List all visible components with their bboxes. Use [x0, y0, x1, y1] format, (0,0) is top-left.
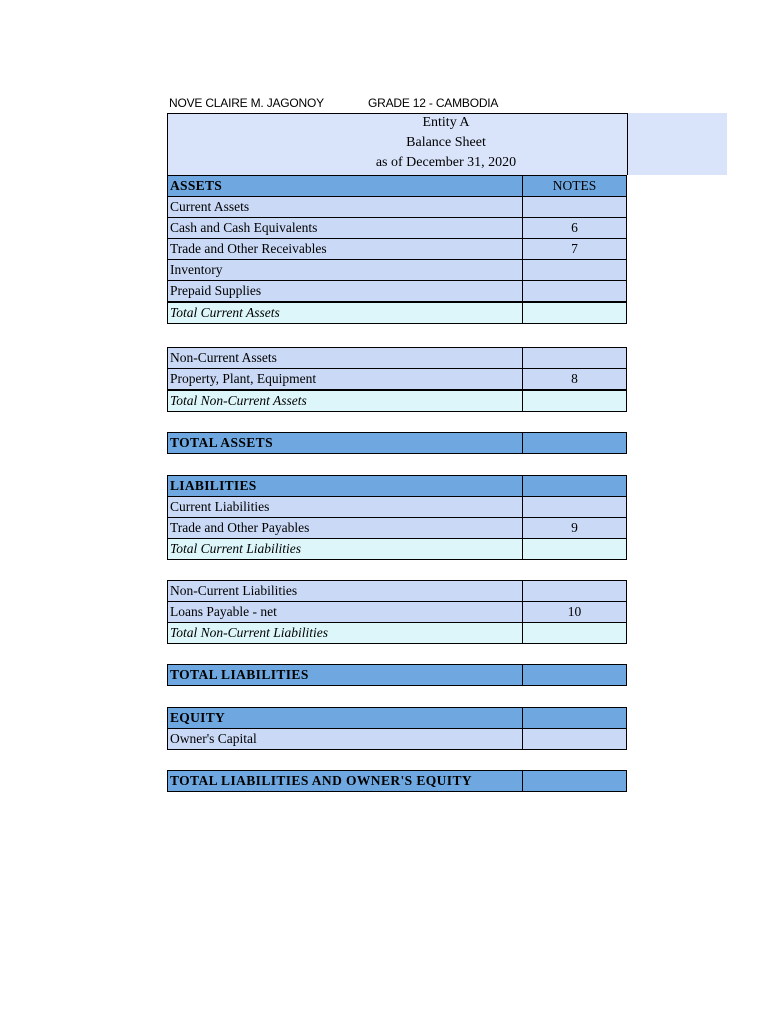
table-row: [168, 497, 627, 518]
total-assets-table: [167, 432, 627, 454]
total-row: [168, 302, 627, 324]
note-cell: [523, 581, 627, 602]
table-row: [168, 197, 627, 218]
table-row: [168, 239, 627, 260]
line-item-note: [523, 729, 627, 750]
table-row: [168, 218, 627, 239]
table-row: [168, 518, 627, 539]
line-item-note: 9: [523, 518, 627, 539]
table-row: [168, 348, 627, 369]
note-cell: [523, 497, 627, 518]
total-row: [168, 623, 627, 644]
table-row: [168, 281, 627, 303]
noncurrent-liabilities-table: [167, 580, 627, 644]
entity-name: Entity A: [422, 115, 470, 130]
total-value-cell: [523, 623, 627, 644]
grand-total-row: [168, 771, 627, 792]
total-noncurrent-assets-label: Total Non-Current Assets: [168, 390, 523, 412]
total-current-assets-label: Total Current Assets: [168, 302, 523, 324]
line-item-label: Cash and Cash Equivalents: [168, 218, 523, 239]
statement-title-block: [167, 113, 727, 175]
equity-heading-row: [168, 708, 627, 729]
total-value-cell: [523, 665, 627, 686]
current-assets-title: Current Assets: [168, 197, 523, 218]
note-cell: [523, 348, 627, 369]
line-item-label: Property, Plant, Equipment: [168, 369, 523, 391]
statement-date: as of December 31, 2020: [375, 155, 517, 170]
assets-heading: ASSETS: [168, 176, 523, 197]
noncurrent-liabilities-title: Non-Current Liabilities: [168, 581, 523, 602]
total-noncurrent-liabilities-label: Total Non-Current Liabilities: [168, 623, 523, 644]
student-name: NOVE CLAIRE M. JAGONOY: [169, 96, 324, 110]
current-assets-table: [167, 175, 627, 324]
total-liabilities-equity-label: TOTAL LIABILITIES AND OWNER'S EQUITY: [168, 771, 523, 792]
table-row: [168, 369, 627, 391]
table-row: [168, 581, 627, 602]
assets-heading-row: [168, 176, 627, 197]
line-item-note: 10: [523, 602, 627, 623]
total-row: [168, 539, 627, 560]
line-item-note: [523, 260, 627, 281]
line-item-note: 6: [523, 218, 627, 239]
total-value-cell: [523, 302, 627, 324]
table-row: [168, 602, 627, 623]
grade-section: GRADE 12 - CAMBODIA: [368, 96, 499, 110]
total-assets-label: TOTAL ASSETS: [168, 433, 523, 454]
noncurrent-assets-table: [167, 347, 627, 412]
line-item-label: Prepaid Supplies: [168, 281, 523, 303]
total-liabilities-table: [167, 664, 627, 686]
note-cell: [523, 708, 627, 729]
total-value-cell: [523, 433, 627, 454]
total-liabilities-label: TOTAL LIABILITIES: [168, 665, 523, 686]
table-row: [168, 729, 627, 750]
line-item-note: [523, 281, 627, 303]
line-item-label: Loans Payable - net: [168, 602, 523, 623]
notes-heading: NOTES: [523, 176, 627, 197]
note-cell: [523, 197, 627, 218]
grand-total-row: [168, 433, 627, 454]
liabilities-heading-row: [168, 476, 627, 497]
grand-total-row: [168, 665, 627, 686]
equity-table: [167, 707, 627, 750]
statement-name: Balance Sheet: [406, 135, 486, 150]
total-value-cell: [523, 539, 627, 560]
current-liabilities-title: Current Liabilities: [168, 497, 523, 518]
line-item-label: Trade and Other Payables: [168, 518, 523, 539]
note-cell: [523, 476, 627, 497]
equity-heading: EQUITY: [168, 708, 523, 729]
line-item-note: 7: [523, 239, 627, 260]
line-item-label: Inventory: [168, 260, 523, 281]
line-item-label: Owner's Capital: [168, 729, 523, 750]
total-row: [168, 390, 627, 412]
current-liabilities-table: [167, 475, 627, 560]
total-value-cell: [523, 390, 627, 412]
line-item-note: 8: [523, 369, 627, 391]
line-item-label: Trade and Other Receivables: [168, 239, 523, 260]
liabilities-heading: LIABILITIES: [168, 476, 523, 497]
total-current-liabilities-label: Total Current Liabilities: [168, 539, 523, 560]
total-liabilities-equity-table: [167, 770, 627, 792]
noncurrent-assets-title: Non-Current Assets: [168, 348, 523, 369]
table-row: [168, 260, 627, 281]
total-value-cell: [523, 771, 627, 792]
